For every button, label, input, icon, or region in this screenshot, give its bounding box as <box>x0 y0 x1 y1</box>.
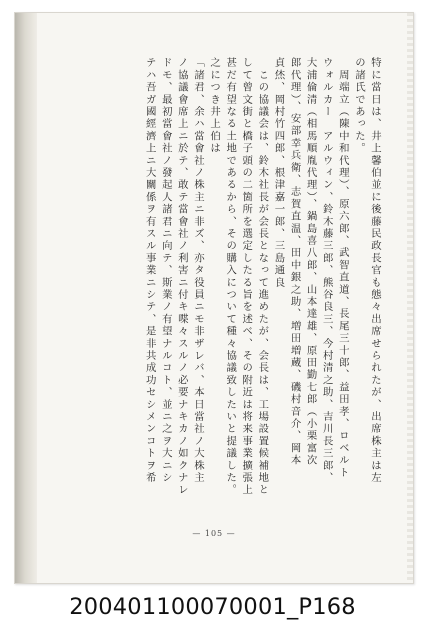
text-column: テハ吾ガ國經濟上ニ大關係ヲ有スル事業ニシテ、是非共成功セシメンコトヲ希 <box>143 57 156 484</box>
page-edge <box>407 13 413 583</box>
text-column: 大浦倫清（相馬順胤代理）、鍋島喜八郎、山本達雄、原田勤七郎（小栗富次 <box>304 57 317 467</box>
book-page <box>14 12 414 584</box>
vertical-text-block <box>43 57 383 513</box>
text-column: ウォルカー アルウィン、鈴木藤三郎、熊谷良三、今村清之助、吉川長三郎、 <box>320 57 333 484</box>
text-column: 郎代理）、安部幸兵衛、志賀直温、田中銀之助、増田増蔵、磯村音介、岡本 <box>288 57 301 467</box>
text-column: 之につき井上伯は <box>208 57 221 155</box>
text-column: ドモ、最初當會社ノ發起人諸君ニ向テ、斯業ノ有望ナルコト、並ニ之ヲ大ニシ <box>159 57 172 484</box>
text-column: ノ協議會席上ニ於テ、敢テ當會社ノ利害ニ付キ喋々スルノ必要ナキカノ如クナレ <box>175 57 188 497</box>
page-number: — 105 — <box>192 529 236 538</box>
text-column: この協議会は、鈴木社長が会長となって進めたが、会長は、工場設置候補地と <box>256 57 269 497</box>
text-column: して曾文街と橋子頭の二箇所を選定したる旨を述べ、その附近は将来事業擴張上 <box>240 57 253 497</box>
text-column: 「諸君、余ハ當會社ノ株主ニ非ズ、亦タ役員ニモ非ザレバ、本日當社ノ大株主 <box>191 57 204 484</box>
text-column: 甚だ有望なる土地であるから、その購入について種々協議致したいと提議した。 <box>224 57 237 497</box>
page-gutter-shadow <box>15 13 37 583</box>
text-column: 貞烋、岡村竹四郎、根津嘉一郎、三島通良 <box>272 57 285 289</box>
text-column: 周端立（陳中和代理）、原六郎、武智直道、長尾三十郎、益田孝、ロベルト <box>336 57 349 479</box>
image-caption: 200401100070001_P168 <box>69 594 356 620</box>
text-column: の諸氏であった。 <box>352 57 365 155</box>
text-column: 特に當日は、井上馨伯並に後藤民政長官も態々出席せられたが、出席株主は左 <box>369 57 381 484</box>
